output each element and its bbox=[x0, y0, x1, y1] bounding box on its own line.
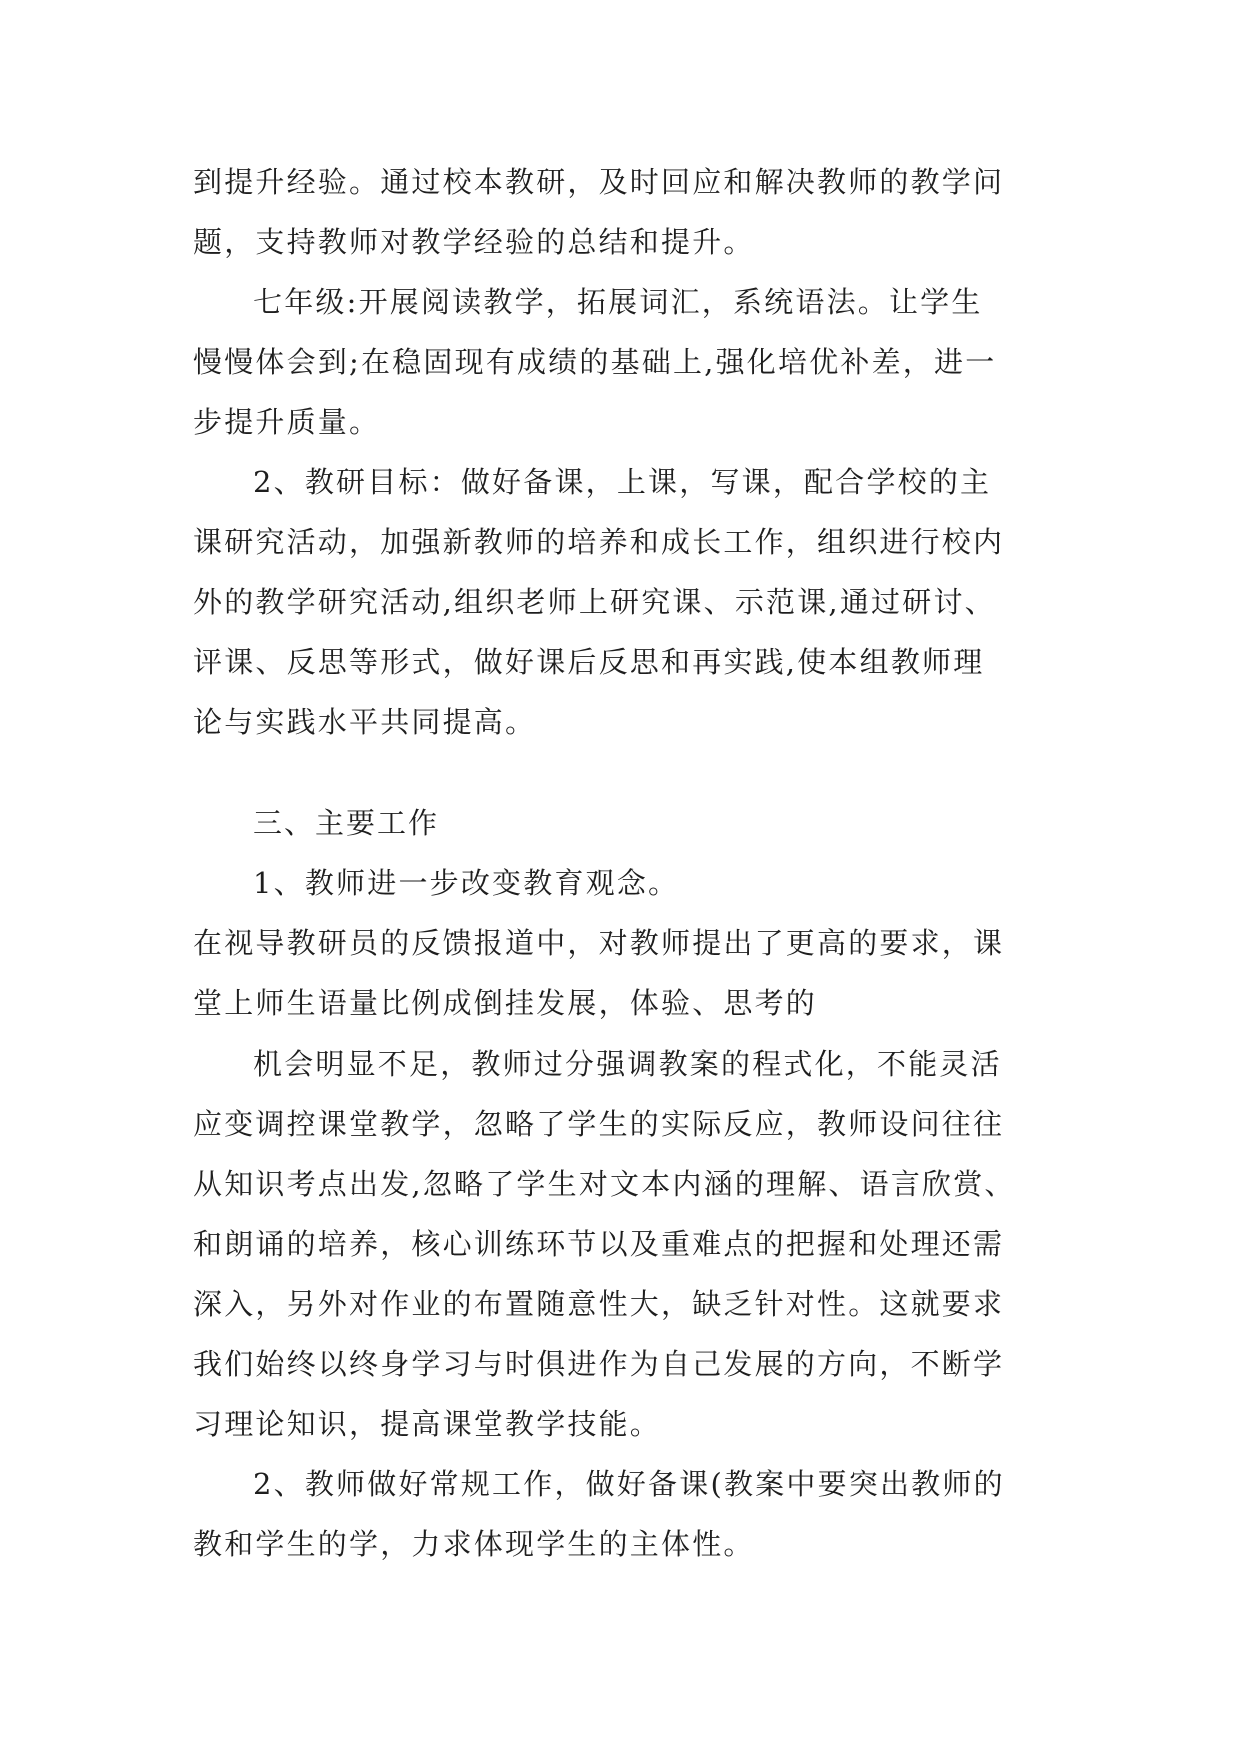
paragraph-line: 从知识考点出发,忽略了学生对文本内涵的理解、语言欣赏、 bbox=[193, 1167, 1016, 1201]
paragraph-line: 2、教师做好常规工作，做好备课(教案中要突出教师的 bbox=[253, 1467, 1005, 1501]
paragraph-line: 慢慢体会到;在稳固现有成绩的基础上,强化培优补差，进一 bbox=[193, 345, 997, 379]
paragraph-line: 应变调控课堂教学，忽略了学生的实际反应，教师设问往往 bbox=[193, 1107, 1005, 1141]
paragraph-line: 论与实践水平共同提高。 bbox=[193, 705, 537, 739]
paragraph-line: 我们始终以终身学习与时俱进作为自己发展的方向，不断学 bbox=[193, 1347, 1005, 1381]
paragraph-line: 2、教研目标：做好备课，上课，写课，配合学校的主 bbox=[253, 465, 992, 499]
paragraph-line: 在视导教研员的反馈报道中，对教师提出了更高的要求，课 bbox=[193, 926, 1005, 960]
paragraph-line: 教和学生的学，力求体现学生的主体性。 bbox=[193, 1527, 755, 1561]
paragraph-line: 外的教学研究活动,组织老师上研究课、示范课,通过研讨、 bbox=[193, 585, 996, 619]
paragraph-line: 七年级:开展阅读教学，拓展词汇，系统语法。让学生 bbox=[253, 285, 983, 319]
section-heading: 三、主要工作 bbox=[253, 806, 440, 840]
paragraph-line: 和朗诵的培养，核心训练环节以及重难点的把握和处理还需 bbox=[193, 1227, 1005, 1261]
paragraph-line: 堂上师生语量比例成倒挂发展，体验、思考的 bbox=[193, 986, 818, 1020]
paragraph-line: 题，支持教师对教学经验的总结和提升。 bbox=[193, 225, 755, 259]
paragraph-line: 深入，另外对作业的布置随意性大，缺乏针对性。这就要求 bbox=[193, 1287, 1005, 1321]
paragraph-line: 机会明显不足，教师过分强调教案的程式化，不能灵活 bbox=[253, 1047, 1002, 1081]
paragraph-line: 课研究活动，加强新教师的培养和成长工作，组织进行校内 bbox=[193, 525, 1005, 559]
paragraph-line: 习理论知识，提高课堂教学技能。 bbox=[193, 1407, 662, 1441]
paragraph-line: 到提升经验。通过校本教研，及时回应和解决教师的教学问 bbox=[193, 165, 1005, 199]
paragraph-line: 步提升质量。 bbox=[193, 405, 381, 439]
paragraph-line: 评课、反思等形式，做好课后反思和再实践,使本组教师理 bbox=[193, 645, 985, 679]
paragraph-line: 1、教师进一步改变教育观念。 bbox=[253, 866, 680, 900]
